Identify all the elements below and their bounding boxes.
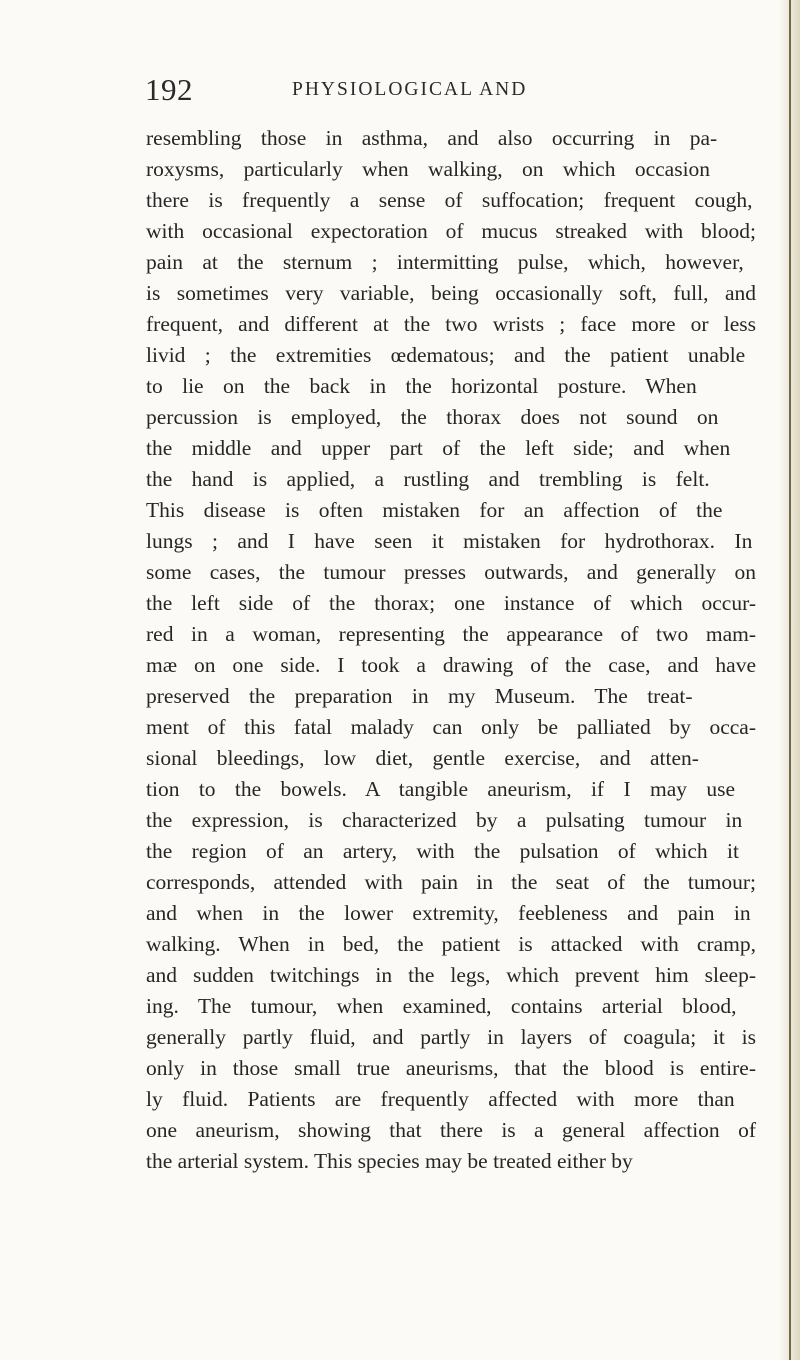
text-line: generally partly fluid, and partly in layers of coagula; it is: [146, 1025, 756, 1049]
text-line: roxysms, particularly when walking, on which occasion: [146, 157, 711, 181]
text-line: tion to the bowels. A tangible aneurism, if I may use: [146, 777, 736, 801]
text-line: preserved the preparation in my Museum. The treat-: [146, 684, 693, 708]
text-line: the arterial system. This species may be treated either by: [146, 1149, 633, 1173]
text-line: percussion is employed, the thorax does not sound on: [146, 405, 719, 429]
text-line: there is frequently a sense of suffocation; frequent cough,: [146, 188, 753, 212]
body-text: [146, 123, 756, 1177]
text-line: the left side of the thorax; one instance of which occur-: [146, 591, 756, 615]
text-line: the expression, is characterized by a pulsating tumour in: [146, 808, 743, 832]
text-line: pain at the sternum ; intermitting pulse, which, however,: [146, 250, 744, 274]
text-line: corresponds, attended with pain in the seat of the tumour;: [146, 870, 756, 894]
text-line: only in those small true aneurisms, that the blood is entire-: [146, 1056, 756, 1080]
text-line: the middle and upper part of the left side; and when: [146, 436, 731, 460]
text-line: is sometimes very variable, being occasionally soft, full, and: [146, 281, 756, 305]
text-line: with occasional expectoration of mucus streaked with blood;: [146, 219, 756, 243]
text-line: mæ on one side. I took a drawing of the case, and have: [146, 653, 756, 677]
text-line: the region of an artery, with the pulsation of which it: [146, 839, 739, 863]
page-number: 192: [145, 72, 193, 107]
text-line: the hand is applied, a rustling and trembling is felt.: [146, 467, 710, 491]
text-line: livid ; the extremities œdematous; and the patient unable: [146, 343, 746, 367]
text-line: ly fluid. Patients are frequently affected with more than: [146, 1087, 735, 1111]
text-line: walking. When in bed, the patient is attacked with cramp,: [146, 932, 756, 956]
running-head: [145, 70, 685, 110]
text-line: and sudden twitchings in the legs, which prevent him sleep-: [146, 963, 756, 987]
text-line: some cases, the tumour presses outwards, and generally on: [146, 560, 756, 584]
running-title: PHYSIOLOGICAL AND: [292, 79, 528, 100]
text-line: ment of this fatal malady can only be palliated by occa-: [146, 715, 756, 739]
text-line: frequent, and different at the two wrists ; face more or less: [146, 312, 756, 336]
text-line: This disease is often mistaken for an affection of the: [146, 498, 723, 522]
text-line: and when in the lower extremity, feebleness and pain in: [146, 901, 751, 925]
text-line: ing. The tumour, when examined, contains arterial blood,: [146, 994, 737, 1018]
text-line: lungs ; and I have seen it mistaken for hydrothorax. In: [146, 529, 753, 553]
text-line: resembling those in asthma, and also occurring in pa-: [146, 126, 718, 150]
text-line: to lie on the back in the horizontal posture. When: [146, 374, 697, 398]
page-edge-line: [789, 0, 791, 1360]
text-line: one aneurism, showing that there is a general affection of: [146, 1118, 756, 1142]
text-line: sional bleedings, low diet, gentle exercise, and atten-: [146, 746, 699, 770]
text-line: red in a woman, representing the appearance of two mam-: [146, 622, 756, 646]
